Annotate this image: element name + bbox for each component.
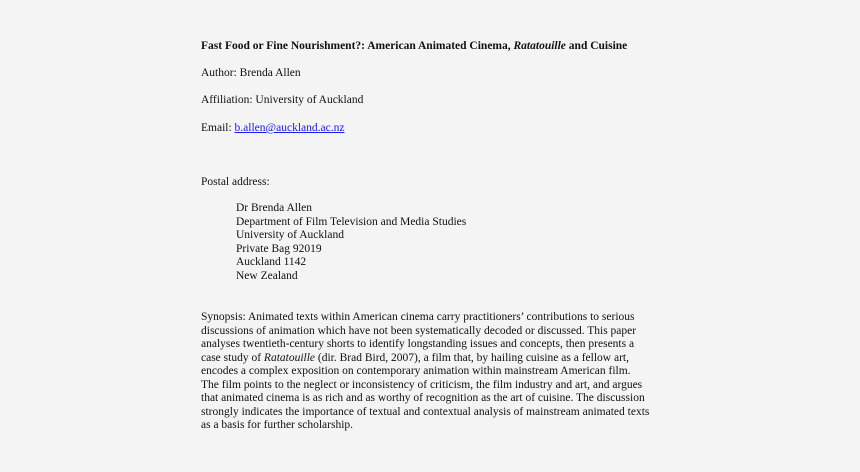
address-line: University of Auckland	[236, 229, 344, 241]
synopsis-line: discussions of animation which have not been systematically decoded or discussed. This paper	[201, 324, 637, 337]
synopsis-line: that animated cinema is as rich and as worthy of recognition as the art of cuisine. The discussion	[201, 392, 645, 404]
postal-address-label: Postal address:	[201, 176, 270, 188]
synopsis-line: The film points to the neglect or inconsistency of criticism, the film industry and art, and argues	[201, 378, 643, 391]
synopsis-line: as a basis for further scholarship.	[201, 419, 354, 431]
synopsis-line: Synopsis: Animated texts within American cinema carry practitioners’ contributions to serious	[201, 311, 635, 323]
address-line: New Zealand	[236, 269, 298, 282]
email-line	[201, 122, 344, 136]
synopsis-paragraph	[201, 311, 671, 433]
document-title	[201, 40, 627, 54]
email-label: Email:	[201, 122, 235, 134]
affiliation-line: Affiliation: University of Auckland	[201, 94, 364, 106]
synopsis-line: encodes a complex exposition on contemporary animation within mainstream American film.	[201, 365, 631, 377]
synopsis-line: analyses twentieth-century shorts to identify longstanding issues and concepts, then presents a	[201, 338, 635, 350]
email-link[interactable]: b.allen@auckland.ac.nz	[234, 122, 345, 134]
synopsis-line	[201, 352, 671, 366]
address-line: Auckland 1142	[236, 256, 307, 268]
author-line: Author: Brenda Allen	[201, 67, 301, 79]
synopsis-line: strongly indicates the importance of textual and contextual analysis of mainstream animated texts	[201, 405, 650, 418]
postal-address-block	[236, 202, 466, 283]
title-film-name: Ratatouille	[513, 40, 566, 52]
synopsis-film-name: Ratatouille	[263, 351, 316, 364]
synopsis-text: (dir. Brad Bird, 2007), a film that, by hailing cuisine as a fellow art,	[315, 351, 629, 364]
title-text-start: Fast Food or Fine Nourishment?: American Animated Cinema,	[201, 40, 514, 52]
address-line: Private Bag 92019	[236, 242, 322, 255]
synopsis-text: case study of	[201, 351, 264, 364]
address-line: Department of Film Television and Media Studies	[236, 215, 467, 228]
title-text-end: and Cuisine	[565, 40, 628, 52]
address-line: Dr Brenda Allen	[236, 202, 313, 214]
